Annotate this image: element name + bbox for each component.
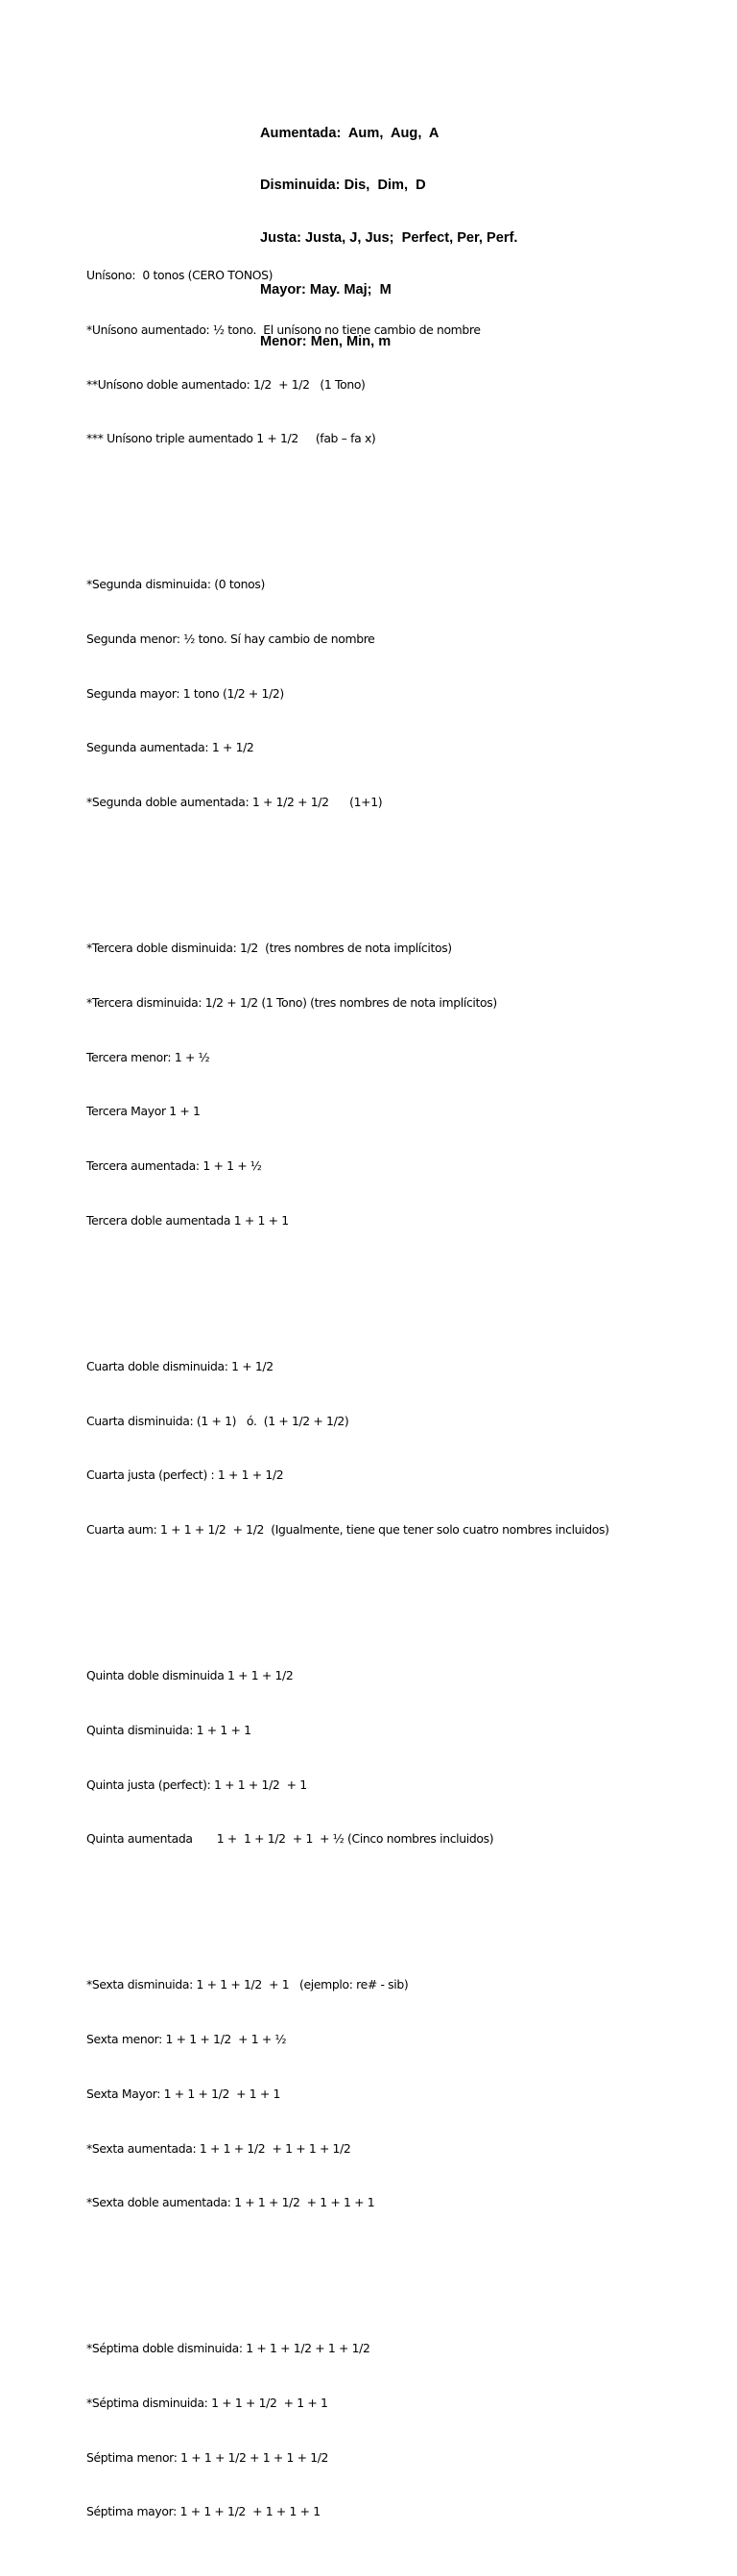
text-line: Segunda aumentada: 1 + 1/2 — [86, 740, 254, 755]
text-line: Segunda menor: ½ tono. Sí hay cambio de nombre — [86, 631, 375, 646]
text-line: Cuarta justa (perfect) : 1 + 1 + 1/2 — [86, 1467, 284, 1483]
text-line: Tercera doble aumentada 1 + 1 + 1 — [86, 1213, 289, 1228]
text-line: Cuarta aum: 1 + 1 + 1/2 + 1/2 (Igualmente, tiene que tener solo cuatro nombres incluidos) — [86, 1522, 609, 1538]
abbrev-disminuida: Disminuida: Dis, Dim, D — [260, 178, 426, 194]
text-line: Quinta doble disminuida 1 + 1 + 1/2 — [86, 1667, 294, 1682]
group-quinta — [86, 1631, 609, 1885]
text-line: Quinta justa (perfect): 1 + 1 + 1/2 + 1 — [86, 1777, 307, 1792]
abbrev-mayor: Mayor: May. Maj; M — [260, 282, 392, 298]
group-sexta — [86, 1940, 609, 2249]
text-line: *Tercera doble disminuida: 1/2 (tres nombres de nota implícitos) — [86, 940, 452, 955]
text-line: *Segunda doble aumentada: 1 + 1/2 + 1/2 (1+1) — [86, 795, 383, 810]
text-line: Séptima mayor: 1 + 1 + 1/2 + 1 + 1 + 1 — [86, 2504, 321, 2519]
text-line: *Sexta doble aumentada: 1 + 1 + 1/2 + 1 + 1 + 1 — [86, 2195, 375, 2210]
group-segunda — [86, 539, 609, 848]
text-line: Tercera aumentada: 1 + 1 + ½ — [86, 1158, 262, 1174]
text-line: *Séptima doble disminuida: 1 + 1 + 1/2 + 1 + 1/2 — [86, 2340, 370, 2355]
group-cuarta — [86, 1322, 609, 1576]
text-line: Sexta Mayor: 1 + 1 + 1/2 + 1 + 1 — [86, 2086, 281, 2101]
text-line: *Unísono aumentado: ½ tono. El unísono no tiene cambio de nombre — [86, 322, 481, 337]
text-line: Tercera Mayor 1 + 1 — [86, 1104, 201, 1119]
text-line: Tercera menor: 1 + ½ — [86, 1049, 210, 1064]
abbrev-aumentada: Aumentada: Aum, Aug, A — [260, 126, 440, 142]
text-line: Sexta menor: 1 + 1 + 1/2 + 1 + ½ — [86, 2031, 287, 2046]
interval-list — [86, 194, 609, 2576]
text-line: **Unísono doble aumentado: 1/2 + 1/2 (1 Tono) — [86, 376, 366, 392]
text-line: Unísono: 0 tonos (CERO TONOS) — [86, 267, 273, 282]
text-line: Quinta aumentada 1 + 1 + 1/2 + 1 + ½ (Cinco nombres incluidos) — [86, 1831, 494, 1847]
group-unisono — [86, 230, 609, 485]
text-line: *Sexta aumentada: 1 + 1 + 1/2 + 1 + 1 + 1/2 — [86, 2140, 351, 2156]
group-tercera — [86, 903, 609, 1267]
text-line: Cuarta disminuida: (1 + 1) ó. (1 + 1/2 + 1/2) — [86, 1413, 349, 1428]
text-line: Séptima menor: 1 + 1 + 1/2 + 1 + 1 + 1/2 — [86, 2449, 329, 2465]
abbrev-justa: Justa: Justa, J, Jus; Perfect, Per, Perf. — [260, 229, 518, 246]
abbrev-menor: Menor: Men, Min, m — [260, 334, 392, 350]
text-line: Quinta disminuida: 1 + 1 + 1 — [86, 1722, 251, 1737]
text-line: *Tercera disminuida: 1/2 + 1/2 (1 Tono) (tres nombres de nota implícitos) — [86, 994, 497, 1010]
text-line: Cuarta doble disminuida: 1 + 1/2 — [86, 1358, 273, 1373]
text-line: *** Unísono triple aumentado 1 + 1/2 (fab – fa x) — [86, 431, 376, 446]
text-line: Segunda mayor: 1 tono (1/2 + 1/2) — [86, 685, 284, 701]
text-line: *Séptima disminuida: 1 + 1 + 1/2 + 1 + 1 — [86, 2395, 328, 2410]
group-septima — [86, 2303, 609, 2558]
text-line: *Segunda disminuida: (0 tonos) — [86, 576, 265, 591]
text-line: *Sexta disminuida: 1 + 1 + 1/2 + 1 (ejemplo: re# - sib) — [86, 1976, 409, 1992]
